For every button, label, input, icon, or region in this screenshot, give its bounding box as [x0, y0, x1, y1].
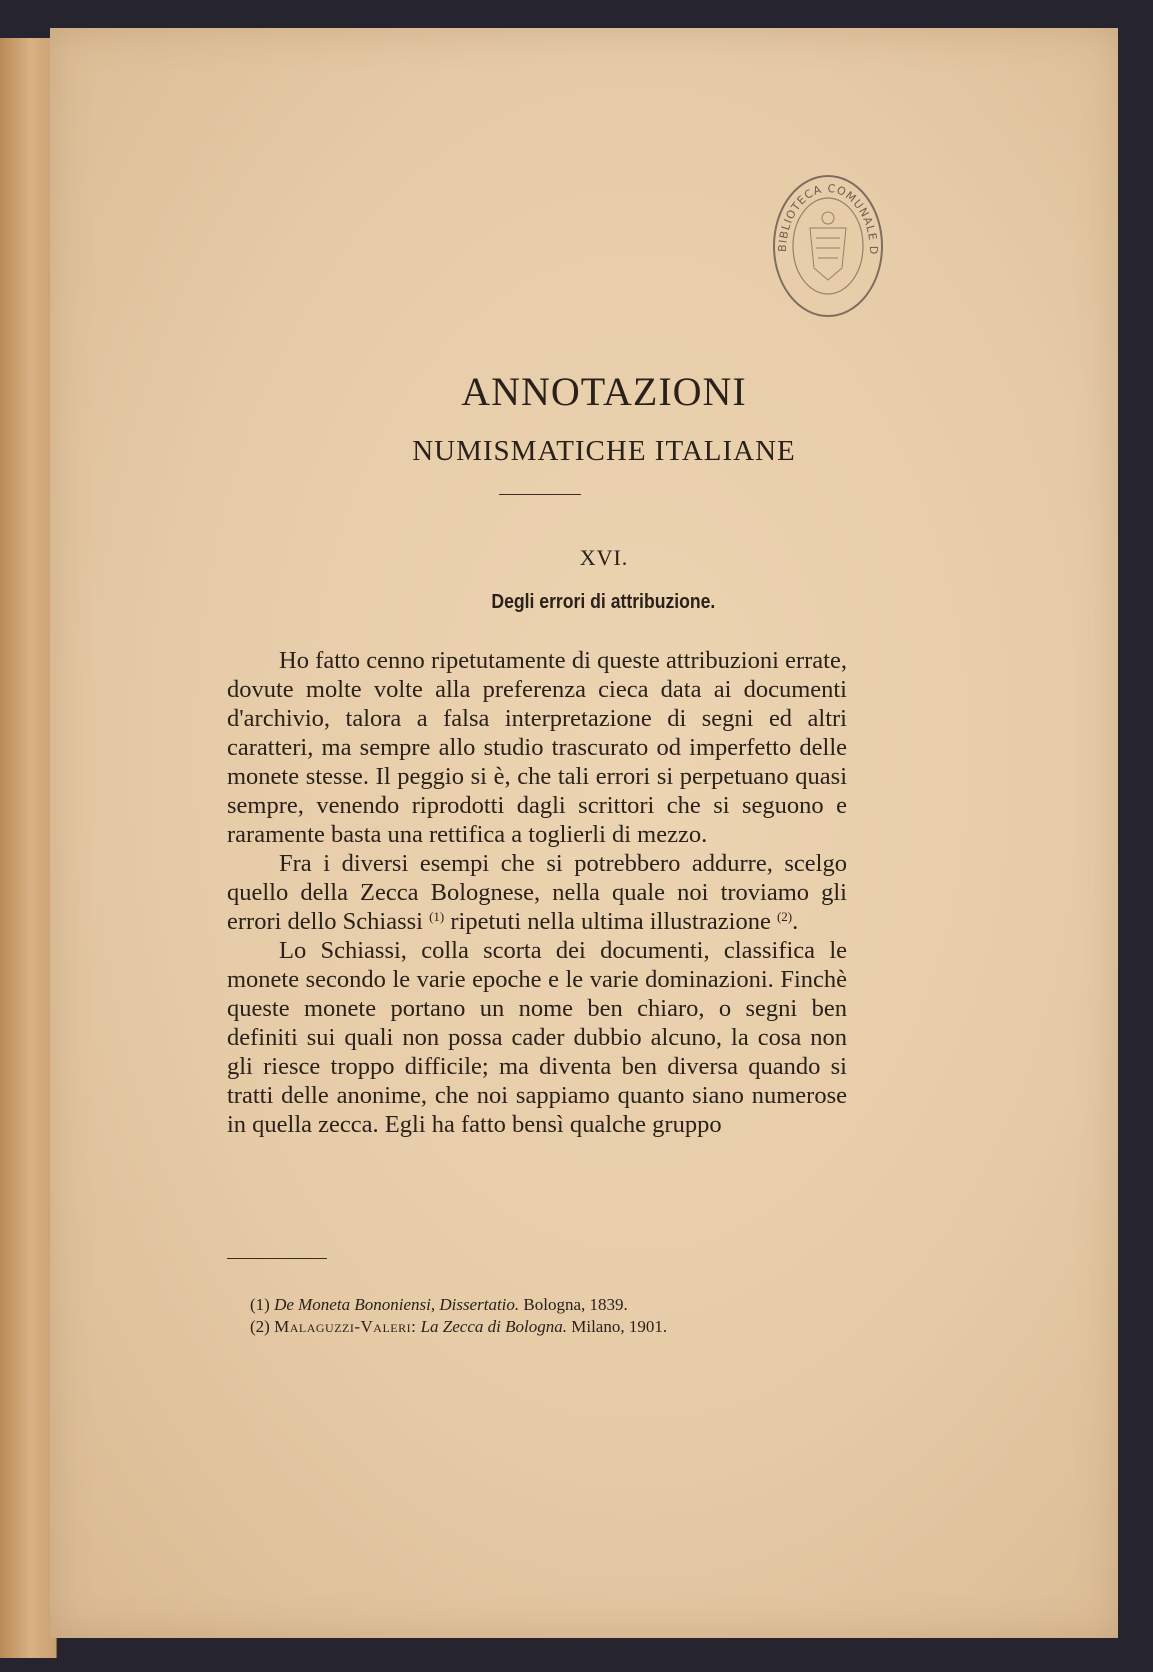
footnotes	[250, 1294, 870, 1338]
footnote-title: La Zecca di Bologna.	[420, 1317, 567, 1336]
footnote-rest: Bologna, 1839.	[519, 1295, 628, 1314]
paragraph-1: Ho fatto cenno ripetutamente di queste attribuzioni errate, dovute molte volte alla preferenza cieca data ai documenti d'archivio, talora a falsa interpretazione di segni ed altri caratteri, ma sempre allo studio trascurato od imperfetto delle monete stesse. Il peggio si è, che tali errori si perpetuano quasi sempre, venendo riprodotti dagli scrittori che si seguono e raramente basta una rettifica a toglierli di mezzo.	[227, 647, 847, 848]
title-divider	[499, 494, 581, 495]
section-number: XVI.	[579, 545, 629, 570]
page-title: ANNOTAZIONI	[461, 369, 747, 414]
footnote-ref-2[interactable]: (2)	[776, 909, 793, 924]
paragraph-2-text-c: .	[792, 908, 799, 935]
body-text	[227, 646, 847, 1139]
footnote-divider	[227, 1258, 327, 1259]
footnote-title: De Moneta Bononiensi, Dissertatio.	[274, 1295, 520, 1314]
previous-page-edge	[0, 38, 57, 1658]
page	[50, 28, 1118, 1638]
footnote-1	[250, 1294, 870, 1316]
library-stamp	[766, 168, 890, 324]
footnote-rest: Milano, 1901.	[566, 1317, 668, 1336]
page-subtitle: NUMISMATICHE ITALIANE	[412, 435, 796, 467]
footnote-author: Malaguzzi-Valeri:	[274, 1317, 417, 1336]
footnote-ref-1[interactable]: (1)	[429, 909, 445, 924]
footnote-marker: (1)	[250, 1295, 270, 1314]
paragraph-3: Lo Schiassi, colla scorta dei documenti, classifica le monete secondo le varie epoche e le varie dominazioni. Finchè queste monete portano un nome ben chiaro, o segni ben definiti sui quali non possa cader dubbio alcuno, la cosa non gli riesce troppo difficile; ma diventa ben diversa quando si tratti delle anonime, che noi sappiamo quanto siano numerose in quella zecca. Egli ha fatto bensì qualche gruppo	[227, 937, 847, 1138]
paragraph-2	[227, 849, 847, 936]
svg-text:BIBLIOTECA COMUNALE DELLA SPEZ: BIBLIOTECA COMUNALE D	[775, 181, 881, 256]
paragraph-2-text-b: ripetuti nella ultima illustrazione	[444, 908, 777, 935]
paragraph-2-text-a: Fra i diversi esempi che si potrebbero addurre, scelgo quello della Zecca Bolognese, nella quale noi troviamo gli errori dello Schiassi	[227, 850, 847, 935]
footnote-2	[250, 1316, 870, 1338]
footnote-marker: (2)	[250, 1317, 270, 1336]
section-title: Degli errori di attribuzione.	[491, 591, 716, 613]
